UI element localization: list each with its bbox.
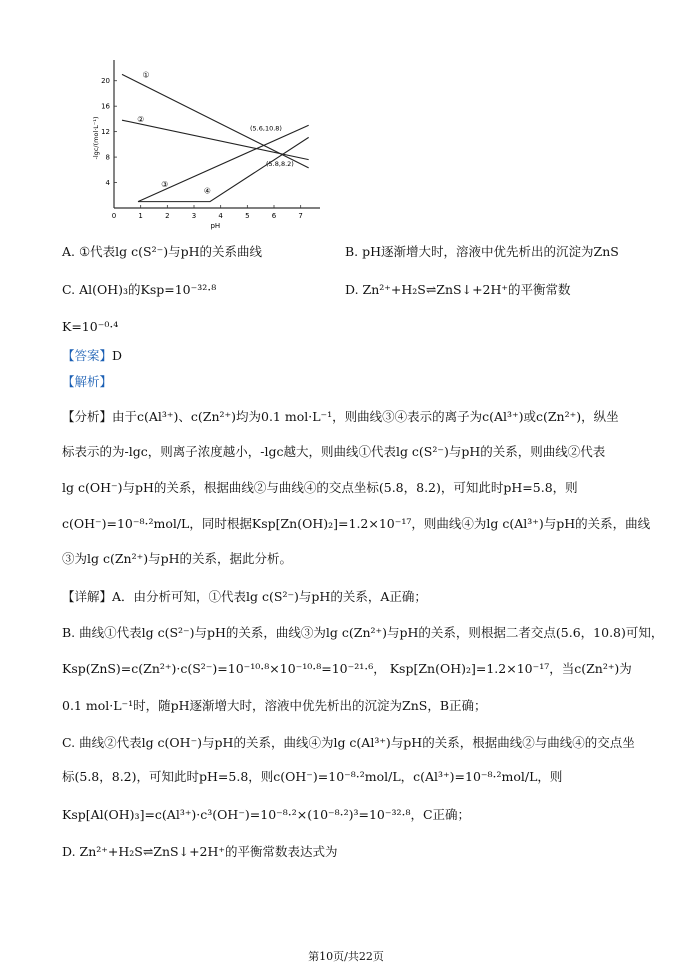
series-line-4 [138,137,309,201]
y-tick-label: 12 [101,128,110,137]
answer-tag: 【答案】 [62,348,113,363]
y-tick-label: 16 [101,102,110,111]
detail-line-1: 【详解】A．由分析可知，①代表lg c(S²⁻)与pH的关系，A正确； [62,589,427,604]
answer-value: D [112,348,123,363]
option-d: D. Zn²⁺+H₂S⇌ZnS↓+2H⁺的平衡常数 [345,282,571,297]
x-tick-label: 3 [191,212,197,220]
option-c: C. Al(OH)₃的Ksp=10⁻³²·⁸ [62,282,217,297]
curve-label-4: ④ [203,186,211,196]
x-tick-label: 6 [271,212,277,220]
x-axis-label: pH [210,222,221,230]
x-tick-label: 1 [138,212,143,220]
option-a: A. ①代表lg c(S²⁻)与pH的关系曲线 [62,244,262,259]
y-tick-label: 20 [101,77,110,86]
chart-figure [90,60,330,240]
x-tick-label: 4 [218,212,223,220]
x-tick-label: 2 [165,212,170,220]
analysis-line-4: c(OH⁻)=10⁻⁸·²mol/L，同时根据Ksp[Zn(OH)₂]=1.2×10⁻¹⁷，则曲线④为lg c(Al³⁺)与pH的关系，曲线 [62,516,651,531]
point-label-2: (5.8,8.2) [266,160,294,168]
x-tick-label: 7 [298,212,303,220]
y-axis-label: -lgc/(mol·L⁻¹) [92,116,100,160]
curve-label-3: ③ [161,180,169,189]
y-tick-label: 8 [105,153,110,162]
y-tick-label: 4 [105,179,110,188]
x-tick-label: 5 [245,212,250,220]
detail-line-2: B. 曲线①代表lg c(S²⁻)与pH的关系，曲线③为lg c(Zn²⁺)与pH的关系，则根据二者交点(5.6，10.8)可知， [62,625,664,640]
option-d-k: K=10⁻⁰·⁴ [62,319,119,334]
answer-line [62,347,122,365]
analysis-line-2: 标表示的为-lgc，则离子浓度越小，-lgc越大，则曲线①代表lg c(S²⁻)与pH的关系，则曲线②代表 [62,444,606,459]
detail-line-4: 0.1 mol·L⁻¹时，随pH逐渐增大时，溶液中优先析出的沉淀为ZnS，B正确； [62,698,487,713]
detail-line-7: Ksp[Al(OH)₃]=c(Al³⁺)·c³(OH⁻)=10⁻⁸·²×(10⁻⁸·²)³=10⁻³²·⁸，C正确； [62,807,471,822]
point-label-1: (5.6,10.8) [250,124,282,133]
analysis-tag: 【解析】 [62,374,113,389]
detail-line-8: D. Zn²⁺+H₂S⇌ZnS↓+2H⁺的平衡常数表达式为 [62,844,338,859]
detail-line-6: 标(5.8，8.2)，可知此时pH=5.8，则c(OH⁻)=10⁻⁸·²mol/L，c(Al³⁺)=10⁻⁸·²mol/L，则 [62,769,563,784]
curve-label-1: ① [142,70,150,80]
detail-line-3: Ksp(ZnS)=c(Zn²⁺)·c(S²⁻)=10⁻¹⁰·⁸×10⁻¹⁰·⁸=10⁻²¹·⁶， Ksp[Zn(OH)₂]=1.2×10⁻¹⁷，当c(Zn²⁺)为 [62,661,632,676]
option-b: B. pH逐渐增大时，溶液中优先析出的沉淀为ZnS [345,244,619,259]
analysis-line-5: ③为lg c(Zn²⁺)与pH的关系，据此分析。 [62,551,292,566]
detail-line-5: C. 曲线②代表lg c(OH⁻)与pH的关系，曲线④为lg c(Al³⁺)与pH的关系，根据曲线②与曲线④的交点坐 [62,735,635,750]
analysis-line-3: lg c(OH⁻)与pH的关系，根据曲线②与曲线④的交点坐标(5.8，8.2)，可知此时pH=5.8，则 [62,480,578,495]
page-footer: 第10页/共22页 [308,950,384,963]
analysis-line-1: 【分析】由于c(Al³⁺)、c(Zn²⁺)均为0.1 mol·L⁻¹，则曲线③④表示的离子为c(Al³⁺)或c(Zn²⁺)，纵坐 [62,409,619,424]
curve-label-2: ② [137,115,145,125]
x-tick-label: 0 [111,212,117,220]
